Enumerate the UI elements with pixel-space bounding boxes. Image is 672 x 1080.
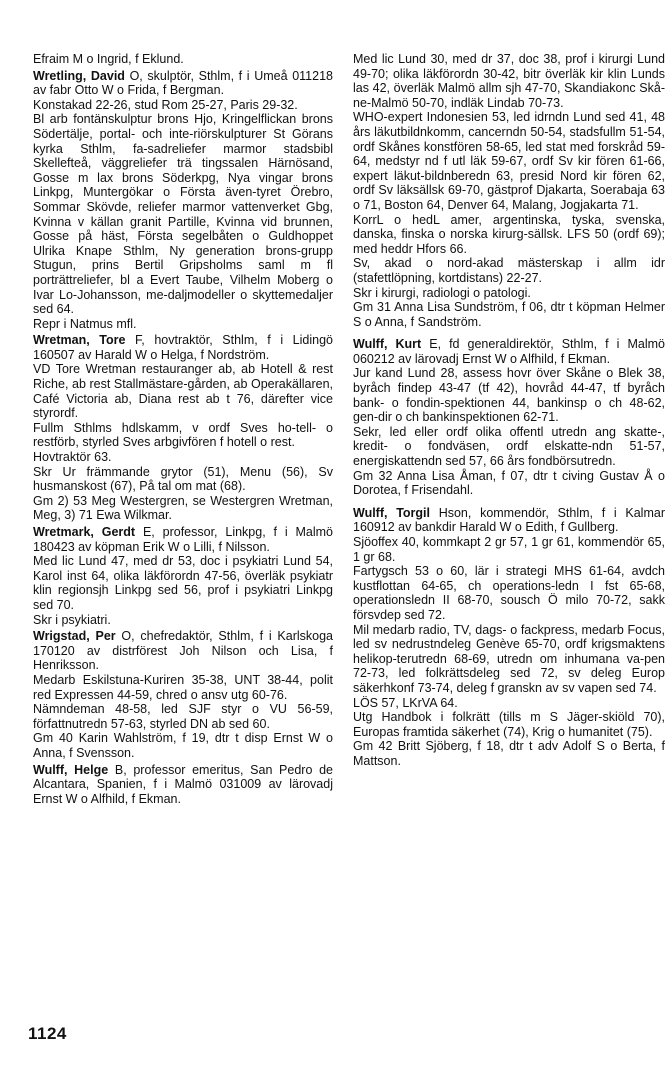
paragraph: Konstakad 22-26, stud Rom 25-27, Paris 29-32.	[33, 97, 298, 112]
paragraph: KorrL o hedL amer, argentinska, tyska, svenska, danska, finska o norska kirurg-sällsk. LFS 50 (ordf 69); med heddr Hfors 66.	[353, 212, 665, 256]
paragraph: Repr i Natmus mfl.	[33, 316, 137, 331]
entry-name: Wrigstad, Per	[33, 629, 116, 644]
paragraph: Med lic Lund 30, med dr 37, doc 38, prof i kirurgi Lund 49-70; olika läkförordn 30-42, bitr överläk kir klin Lunds las 42, överläk Malmö allm sjh 47-70, Skandiakonc Skå-ne-Malmö 50-70, indläk Lindab 70-73.	[353, 52, 665, 110]
entry-text: Hson, kommendör, Sthlm, f i Kalmar 160912 av bankdir Harald W o Edith, f Gullberg.	[353, 505, 665, 535]
paragraph: Skr Ur främmande grytor (51), Menu (56), Sv husmanskost (67), På tal om mat (68).	[33, 464, 333, 494]
entry-wrigstad-per	[33, 629, 333, 673]
paragraph: VD Tore Wretman restauranger ab, ab Hotell & rest Riche, ab rest Stallmästare-gården, ab Operakällaren, Café Victoria ab, Diana rest ab t 76, därefter vice styrordf.	[33, 362, 333, 421]
entry-text: B, professor emeritus, San Pedro de Alcantara, Spanien, f i Malmö 031009 av lärovadj Ernst W o Alfhild, f Ekman.	[33, 762, 333, 806]
entry-text: O, chefredaktör, Sthlm, f i Karlskoga 170120 av distrförest Joh Nilson och Lisa, f Henriksson.	[33, 629, 333, 673]
entry-name: Wulff, Torgil	[353, 505, 430, 520]
right-column	[353, 52, 665, 769]
paragraph: Gm 2) 53 Meg Westergren, se Westergren Wretman, Meg, 3) 71 Ewa Wilkmar.	[33, 493, 333, 523]
entry-wretmark-gerdt	[33, 525, 333, 554]
paragraph: Jur kand Lund 28, assess hovr över Skåne o Blek 38, byråch findep 43-47 (tf 42), hovråd 44-47, tf byråch bank- o fondin-spektionen 44, bankinsp o ch 48-62, gen-dir o ch bankinspektionen 62-71.	[353, 366, 665, 425]
paragraph: Sjöoffex 40, kommkapt 2 gr 57, 1 gr 61, kommendör 65, 1 gr 68.	[353, 535, 665, 564]
entry-name: Wretman, Tore	[33, 333, 126, 348]
paragraph: Gm 40 Karin Wahlström, f 19, dtr t disp Ernst W o Anna, f Svensson.	[33, 731, 333, 760]
paragraph: Gm 32 Anna Lisa Åman, f 07, dtr t civing Gustav Å o Dorotea, f Frisendahl.	[353, 468, 665, 498]
left-column	[33, 52, 333, 806]
entry-wretling-david	[33, 69, 333, 98]
paragraph: Gm 31 Anna Lisa Sundström, f 06, dtr t köpman Helmer S o Anna, f Sandström.	[353, 300, 665, 329]
paragraph: Medarb Eskilstuna-Kuriren 35-38, UNT 38-44, polit red Expressen 44-59, chred o ansv utg 60-76.	[33, 672, 333, 702]
paragraph: Gm 42 Britt Sjöberg, f 18, dtr t adv Adolf S o Berta, f Mattson.	[353, 739, 665, 768]
entry-text: E, professor, Linkpg, f i Malmö 180423 av köpman Erik W o Lilli, f Nilsson.	[33, 525, 333, 554]
entry-wulff-kurt	[353, 337, 665, 366]
page-number: 1124	[28, 1024, 67, 1043]
entry-wulff-torgil	[353, 506, 665, 535]
paragraph: Mil medarb radio, TV, dags- o fackpress, medarb Focus, led sv nedrustndeleg Genève 65-70, ordf krigsmaktens helikop-terutredn 68-69, utredn om inhumana va-pen 72-73, led folkrättsdeleg sed 72, sv deleg Europ säkerhkonf 73-74, deleg f granskn av sv vapen sed 74.	[353, 622, 665, 695]
paragraph: Skr i psykiatri.	[33, 612, 111, 627]
entry-wretman-tore	[33, 333, 333, 362]
paragraph: Fullm Sthlms hdlskamm, v ordf Sves ho-tell- o restförb, styrled Sves arbgivfören f hotell o rest.	[33, 420, 333, 450]
entry-text: E, fd generaldirektör, Sthlm, f i Malmö 060212 av lärovadj Ernst W o Alfhild, f Ekman.	[353, 337, 665, 366]
paragraph: Bl arb fontänskulptur brons Hjo, Kringelflickan brons Södertälje, portal- och inte-riörskulpturer St Görans kyrka Sthlm, fa-sadreliefer marmor stadsbibl Skellefteå, väggreliefer trä tingssalen Härnösand, Gosse m lax brons Söderkpg, Nya vingar brons Linkpg, Muntergökar o Första även-tyret Örebro, Sommar Skövde, reliefer marmor vattenverket Gbg, Kvinna v källan granit Partille, Kvinna vid brunnen, Gosse på häst, Första segelbåten o Guldhoppet Ulrika Knape Sthlm, Ny generation brons-grupp Stugun, prins Bertil Gripsholms saml m fl porträttreliefer, bl a Evert Taube, Vilhelm Moberg o Ivar Lo-Johansson, me-daljmodeller o skyttemedaljer sed 64.	[33, 112, 333, 317]
entry-name: Wretling, David	[33, 68, 125, 83]
paragraph: Hovtraktör 63.	[33, 450, 112, 465]
entry-name: Wulff, Helge	[33, 762, 109, 777]
entry-text: F, hovtraktör, Sthlm, f i Lidingö 160507 av Harald W o Helga, f Nordström.	[33, 333, 333, 362]
paragraph: Skr i kirurgi, radiologi o patologi.	[353, 285, 531, 300]
paragraph: Sv, akad o nord-akad mästerskap i allm idr (stafettlöpning, kortdistans) 22-27.	[353, 256, 665, 285]
paragraph: Fartygsch 53 o 60, lär i strategi MHS 61-64, avdch kustflottan 64-65, ch operations-ledn I fst 65-68, operationsledn II 68-70, sousch Ö milo 70-72, sakk försvdep sed 72.	[353, 564, 665, 622]
entry-text: O, skulptör, Sthlm, f i Umeå 011218 av fabr Otto W o Frida, f Bergman.	[33, 68, 333, 98]
paragraph: Utg Handbok i folkrätt (tills m S Jäger-skiöld 70), Europas framtida säkerhet (74), Krig o humanitet (75).	[353, 710, 665, 739]
entry-wulff-helge	[33, 763, 333, 807]
paragraph: Nämndeman 48-58, led SJF styr o VU 56-59, författnutredn 57-63, styrled DN ab sed 60.	[33, 702, 333, 731]
paragraph: WHO-expert Indonesien 53, led idrndn Lund sed 41, 48 års läkutbildnkomm, cancerndn 50-54, stadsfullm 51-54, ordf Skånes konstfören 58-65, led stat med forskråd 59-64, medstyr nd f utl läk 59-67, ordf Sv kir fören 61-66, expert läkut-bildnberedn 63, presid Nord kir fören 62, ordf Sv läksällsk 69-70, gästprof Djakarta, Soerabaja 63 o 71, Boston 64, Denver 64, Malang, Jogjakarta 71.	[353, 110, 665, 212]
paragraph: Med lic Lund 47, med dr 53, doc i psykiatri Lund 54, Karol inst 64, olika läkförordn 47-56, överläk psykiatr klin regionsjh Linkpg sed 56, prof i psykiatri Linkpg sed 70.	[33, 554, 333, 612]
paragraph: Efraim M o Ingrid, f Eklund.	[33, 52, 184, 66]
entry-name: Wulff, Kurt	[353, 337, 422, 352]
paragraph: LÖS 57, LKrVA 64.	[353, 695, 458, 710]
paragraph: Sekr, led eller ordf olika offentl utredn ang skatte-, kredit- o fondväsen, ordf elskatte-ndn 51-57, energiskattendn sed 57, 66 års fondbörsutredn.	[353, 424, 665, 469]
entry-name: Wretmark, Gerdt	[33, 525, 136, 539]
